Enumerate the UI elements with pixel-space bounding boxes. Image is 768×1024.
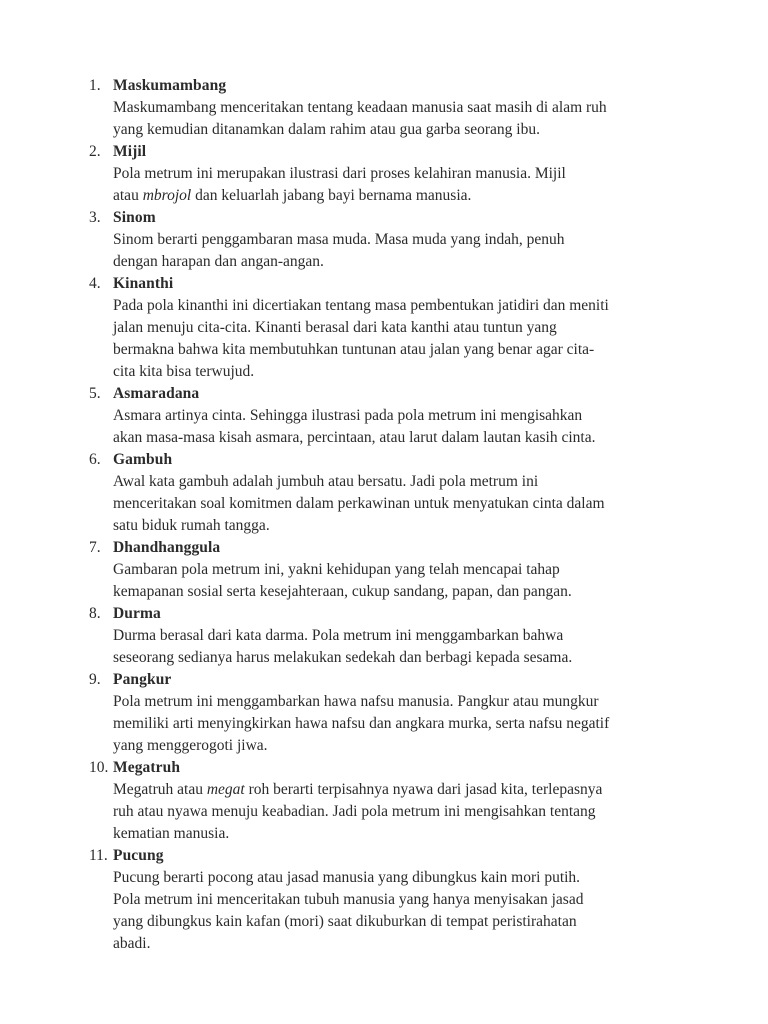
list-item (0, 603, 768, 669)
item-description (113, 625, 693, 669)
list-item (0, 449, 768, 537)
list-item (0, 383, 768, 449)
description-line: Pucung berarti pocong atau jasad manusia yang dibungkus kain mori putih. (113, 869, 581, 886)
description-line (113, 185, 693, 207)
list-item (0, 537, 768, 603)
description-line: Pada pola kinanthi ini dicertiakan tentang masa pembentukan jatidiri dan meniti (113, 297, 609, 314)
item-title: Dhandhanggula (113, 539, 221, 556)
list-item (0, 669, 768, 757)
item-description (113, 559, 693, 603)
item-description (113, 405, 693, 449)
description-line: menceritakan soal komitmen dalam perkawinan untuk menyatukan cinta dalam (113, 495, 605, 512)
item-number: 9. (89, 671, 101, 688)
item-description (113, 295, 693, 383)
list-item (0, 273, 768, 383)
description-line: bermakna bahwa kita membutuhkan tuntunan atau jalan yang benar agar cita- (113, 341, 595, 358)
item-title: Sinom (113, 209, 156, 226)
item-title: Megatruh (113, 759, 181, 776)
description-line: yang menggerogoti jiwa. (113, 737, 268, 754)
description-line: satu biduk rumah tangga. (113, 517, 270, 534)
list-item (0, 757, 768, 845)
item-number: 6. (89, 451, 101, 468)
description-line: Asmara artinya cinta. Sehingga ilustrasi pada pola metrum ini mengisahkan (113, 407, 583, 424)
description-line: Pola metrum ini menggambarkan hawa nafsu manusia. Pangkur atau mungkur (113, 693, 599, 710)
text-run: atau (113, 187, 143, 204)
description-line: akan masa-masa kisah asmara, percintaan, atau larut dalam lautan kasih cinta. (113, 429, 596, 446)
item-description (113, 779, 693, 845)
item-number: 4. (89, 275, 101, 292)
text-run: dan keluarlah jabang bayi bernama manusia. (191, 187, 472, 204)
item-number: 5. (89, 385, 101, 402)
item-number: 7. (89, 539, 101, 556)
list-item (0, 75, 768, 141)
description-line: cita kita bisa terwujud. (113, 363, 255, 380)
item-description (113, 691, 693, 757)
emphasis-text: megat (206, 781, 245, 798)
list-item (0, 207, 768, 273)
description-line: ruh atau nyawa menuju keabadian. Jadi pola metrum ini mengisahkan tentang (113, 803, 596, 820)
description-line: seseorang sedianya harus melakukan sedekah dan berbagi kepada sesama. (113, 649, 573, 666)
item-title: Pucung (113, 847, 164, 864)
description-line: memiliki arti menyingkirkan hawa nafsu dan angkara murka, serta nafsu negatif (113, 715, 610, 732)
text-run: Megatruh atau (113, 781, 207, 798)
description-line: kemapanan sosial serta kesejahteraan, cukup sandang, papan, dan pangan. (113, 583, 572, 600)
description-line (113, 779, 693, 801)
description-line: Awal kata gambuh adalah jumbuh atau bersatu. Jadi pola metrum ini (113, 473, 539, 490)
list-item (0, 141, 768, 207)
item-description (113, 229, 693, 273)
description-line: abadi. (113, 935, 151, 952)
item-description (113, 867, 693, 955)
item-title: Gambuh (113, 451, 173, 468)
description-line: Pola metrum ini menceritakan tubuh manusia yang hanya menyisakan jasad (113, 891, 584, 908)
item-title: Mijil (113, 143, 147, 160)
description-line: yang kemudian ditanamkan dalam rahim atau gua garba seorang ibu. (113, 121, 540, 138)
item-description (113, 97, 693, 141)
item-number: 11. (89, 847, 108, 864)
emphasis-text: mbrojol (142, 187, 192, 204)
item-number: 2. (89, 143, 101, 160)
description-line: Pola metrum ini merupakan ilustrasi dari proses kelahiran manusia. Mijil (113, 165, 566, 182)
description-line: Sinom berarti penggambaran masa muda. Masa muda yang indah, penuh (113, 231, 565, 248)
item-number: 1. (89, 77, 101, 94)
description-line: dengan harapan dan angan-angan. (113, 253, 324, 270)
item-title: Pangkur (113, 671, 172, 688)
item-title: Asmaradana (113, 385, 200, 402)
item-description (113, 471, 693, 537)
item-number: 3. (89, 209, 101, 226)
document-page (0, 75, 768, 955)
text-run: roh berarti terpisahnya nyawa dari jasad kita, terlepasnya (244, 781, 603, 798)
item-description (113, 163, 693, 207)
list-item (0, 845, 768, 955)
item-number: 10. (89, 759, 109, 776)
item-title: Maskumambang (113, 77, 227, 94)
item-title: Durma (113, 605, 161, 622)
description-line: kematian manusia. (113, 825, 230, 842)
description-line: yang dibungkus kain kafan (mori) saat dikuburkan di tempat peristirahatan (113, 913, 577, 930)
description-line: Maskumambang menceritakan tentang keadaan manusia saat masih di alam ruh (113, 99, 607, 116)
description-line: jalan menuju cita-cita. Kinanti berasal dari kata kanthi atau tuntun yang (113, 319, 557, 336)
item-title: Kinanthi (113, 275, 174, 292)
description-line: Gambaran pola metrum ini, yakni kehidupan yang telah mencapai tahap (113, 561, 560, 578)
item-number: 8. (89, 605, 101, 622)
description-line: Durma berasal dari kata darma. Pola metrum ini menggambarkan bahwa (113, 627, 564, 644)
